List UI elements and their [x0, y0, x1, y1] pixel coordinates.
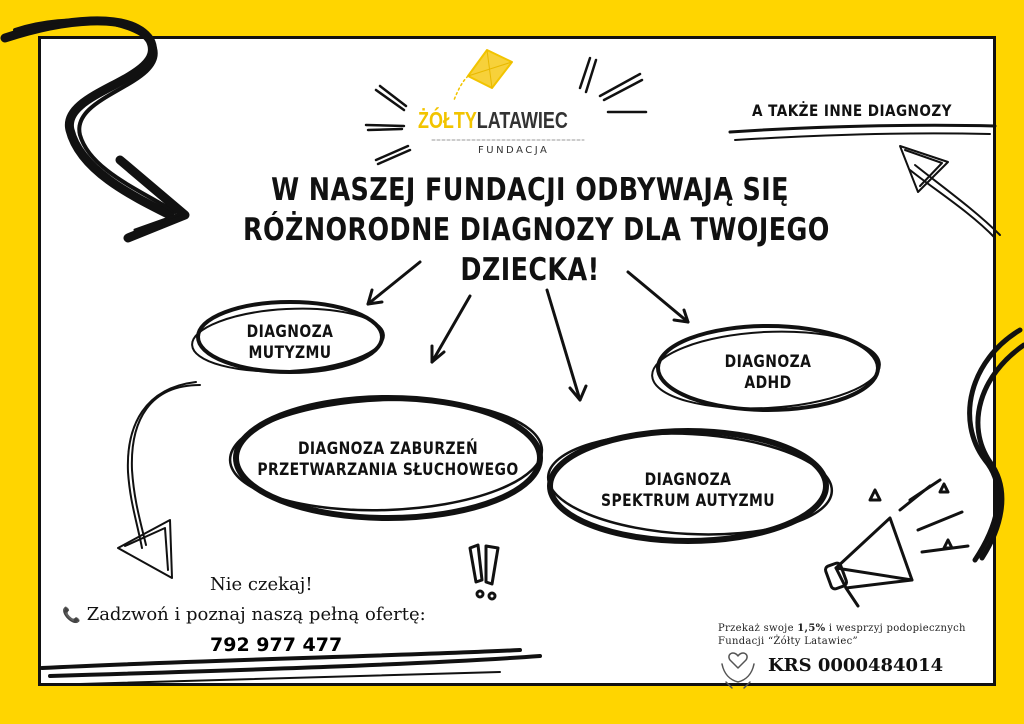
diagnosis-mutyzmu: [216, 322, 364, 364]
diagnosis-adhd-line1: DIAGNOZA: [724, 352, 812, 372]
cta-call-offer-text: Zadzwoń i poznaj naszą pełną ofertę:: [86, 604, 426, 625]
cta-call-offer: [62, 604, 426, 625]
diagnosis-adhd: [686, 352, 850, 394]
headline-line1: W NASZEJ FUNDACJI ODBYWAJĄ SIĘ: [271, 172, 789, 208]
logo-subtitle: FUNDACJA: [478, 145, 550, 156]
logo-name-part2: LATAWIEC: [476, 107, 568, 133]
phone-number[interactable]: 792 977 477: [210, 634, 343, 656]
krs-number: KRS 0000484014: [768, 655, 944, 676]
donation-line1-bold: 1,5%: [797, 623, 826, 634]
donation-line1-post: i wesprzyj podopiecznych: [825, 623, 966, 634]
donation-line1-pre: Przekaż swoje: [718, 623, 798, 634]
diagnosis-mutyzmu-line2: MUTYZMU: [248, 343, 332, 363]
headline: [243, 170, 830, 290]
headline-line3: DZIECKA!: [460, 252, 600, 288]
diagnosis-przetwarzania: [240, 439, 535, 481]
donation-text: [718, 622, 966, 648]
diagnosis-przetwarzania-line1: DIAGNOZA ZABURZEŃ: [297, 439, 479, 459]
other-diagnoses-note: A TAKŻE INNE DIAGNOZY: [752, 101, 952, 120]
diagnosis-autyzmu: [573, 470, 803, 512]
cta-dont-wait: Nie czekaj!: [210, 574, 313, 595]
diagnosis-mutyzmu-line1: DIAGNOZA: [246, 322, 334, 342]
diagnosis-autyzmu-line1: DIAGNOZA: [644, 470, 732, 490]
logo-name-part1: ŻÓŁTY: [418, 107, 477, 133]
donation-line2: Fundacji “Żółty Latawiec”: [718, 636, 858, 647]
phone-icon: 📞: [62, 606, 81, 624]
diagnosis-przetwarzania-line2: PRZETWARZANIA SŁUCHOWEGO: [257, 460, 519, 480]
headline-line2: RÓŻNORODNE DIAGNOZY DLA TWOJEGO: [243, 212, 830, 248]
diagnosis-adhd-line2: ADHD: [744, 373, 792, 393]
logo-wordmark: [418, 107, 568, 134]
diagnosis-autyzmu-line2: SPEKTRUM AUTYZMU: [600, 491, 776, 511]
